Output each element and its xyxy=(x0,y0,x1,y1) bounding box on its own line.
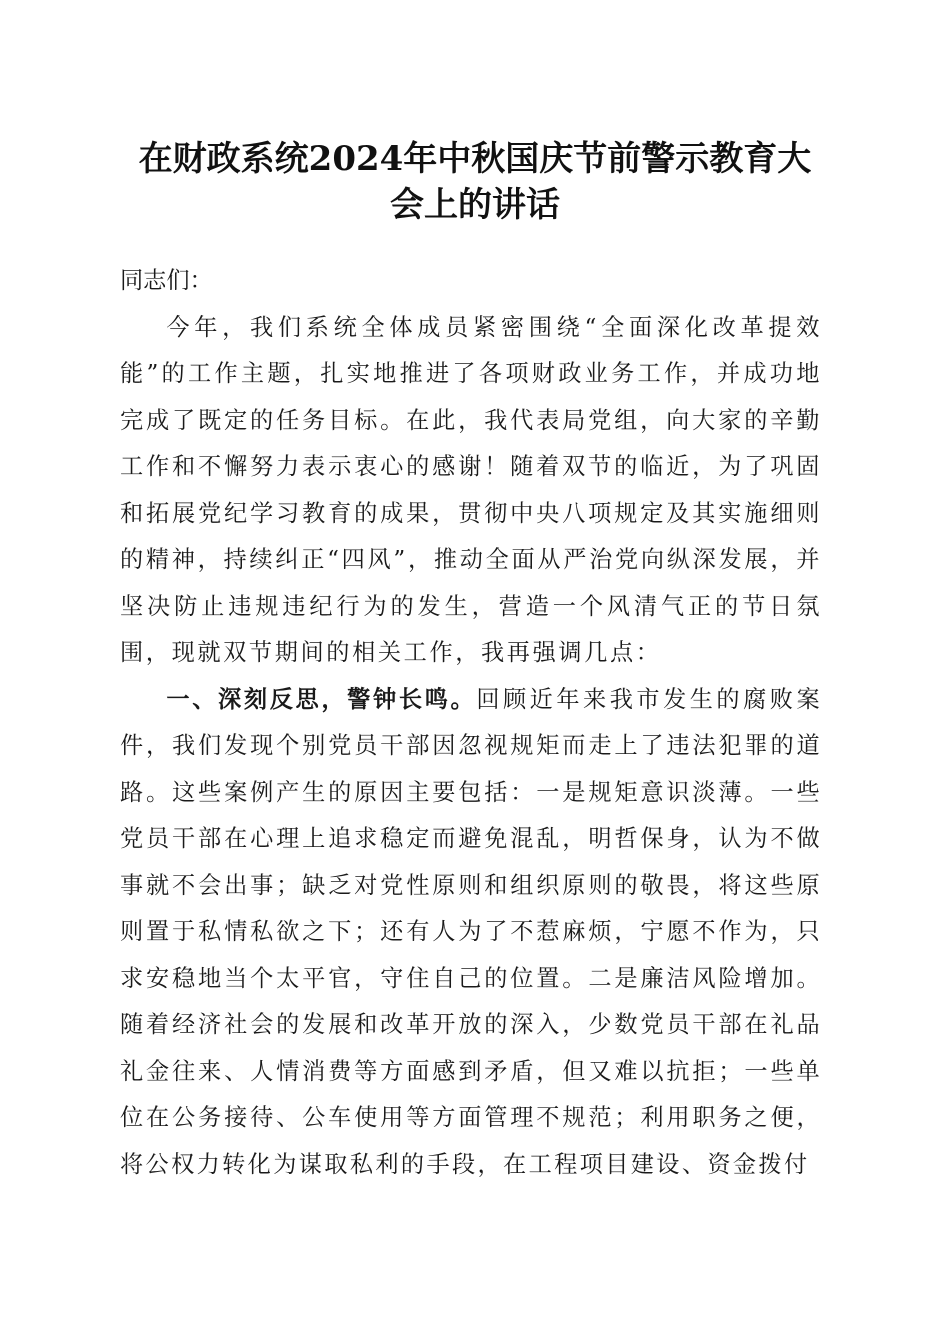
document-body xyxy=(120,258,822,1188)
paragraph-section-one xyxy=(120,677,822,1189)
section-heading: 一、深刻反思，警钟长鸣。 xyxy=(166,685,477,713)
salutation: 同志们： xyxy=(120,267,213,294)
section-body: 回顾近年来我市发生的腐败案件，我们发现个别党员干部因忽视规矩而走上了违法犯罪的道路。这些案例产生的原因主要包括：一是规矩意识淡薄。一些党员干部在心理上追求稳定而避免混乱，明哲保身，认为不做事就不会出事；缺乏对党性原则和组织原则的敬畏，将这些原则置于私情私欲之下；还有人为了不惹麻烦，宁愿不作为，只求安稳地当个太平官，守住自己的位置。二是廉洁风险增加。随着经济社会的发展和改革开放的深入，少数党员干部在礼品礼金往来、人情消费等方面感到矛盾，但又难以抗拒；一些单位在公务接待、公车使用等方面管理不规范；利用职务之便，将公权力转化为谋取私利的手段，在工程项目建设、资金拨付 xyxy=(120,685,822,1178)
title-line-2: 会上的讲话 xyxy=(390,185,560,225)
paragraph-intro: 今年，我们系统全体成员紧密围绕“全面深化改革提效能”的工作主题，扎实地推进了各项财政业务工作，并成功地完成了既定的任务目标。在此，我代表局党组，向大家的辛勤工作和不懈努力表示衷心的感谢！随着双节的临近，为了巩固和拓展党纪学习教育的成果，贯彻中央八项规定及其实施细则的精神，持续纠正“四风”，推动全面从严治党向纵深发展，并坚决防止违规违纪行为的发生，营造一个风清气正的节日氛围，现就双节期间的相关工作，我再强调几点： xyxy=(120,313,822,666)
document-title xyxy=(120,136,830,228)
title-line-1: 在财政系统2024年中秋国庆节前警示教育大 xyxy=(138,139,812,179)
